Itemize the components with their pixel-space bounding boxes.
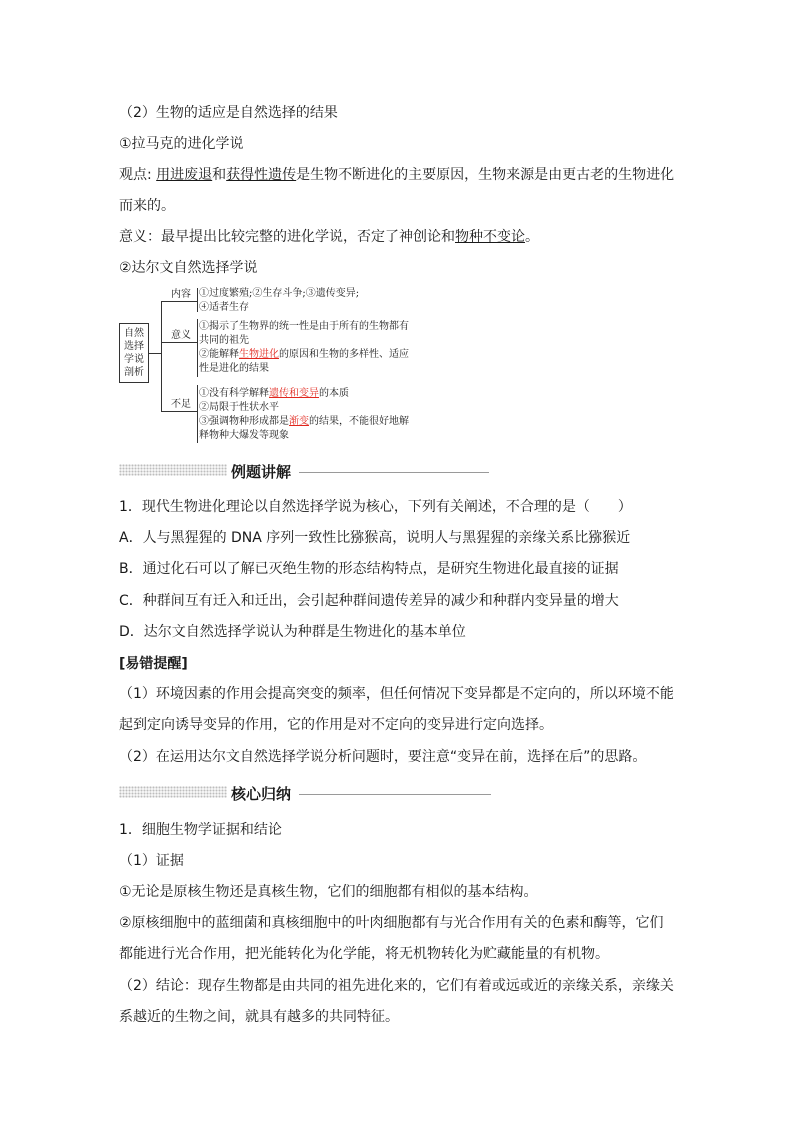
tip-1-line-1: （1）环境因素的作用会提高突变的频率，但任何情况下变异都是不定向的，所以环境不能 — [119, 686, 674, 702]
darwin-heading: ②达尔文自然选择学说 — [119, 260, 258, 276]
header-dots — [119, 786, 227, 798]
lack-line-3 — [199, 415, 409, 429]
lamarck-view-line2: 而来的。 — [119, 198, 175, 214]
lack-highlight-2: 渐变 — [289, 416, 309, 427]
option-c: C．种群间互有迁入和迁出，会引起种群间遗传差异的减少和种群内变异量的增大 — [119, 593, 619, 609]
option-a: A．人与黑猩猩的 DNA 序列一致性比猕猴高，说明人与黑猩猩的亲缘关系比猕猴近 — [119, 530, 631, 546]
header-rule — [299, 472, 489, 473]
meaning-text: 意义：最早提出比较完整的进化学说，否定了神创论和 — [119, 229, 455, 245]
lack-line-3a: ③强调物种形成都是 — [199, 416, 289, 427]
meaning-end: 。 — [525, 229, 539, 245]
lamarck-view — [119, 165, 674, 185]
meaning-line-1: ①揭示了生物界的统一性是由于所有的生物都有 — [199, 321, 409, 332]
example-section-header — [119, 461, 489, 481]
tip-2: （2）在运用达尔文自然选择学说分析问题时，要注意“变异在前，选择在后”的思路。 — [119, 749, 647, 765]
lack-line-1 — [199, 387, 349, 401]
core-item-1: 1．细胞生物学证据和结论 — [119, 822, 282, 838]
lack-line-4: 释物种大爆发等现象 — [199, 430, 289, 441]
meaning-term: 物种不变论 — [455, 229, 525, 245]
diagram-lack-label: 不足 — [171, 399, 191, 410]
meaning-line-4: 性是进化的结果 — [199, 363, 269, 374]
darwin-diagram — [119, 287, 439, 447]
question-stem: 1．现代生物进化理论以自然选择学说为核心，下列有关阐述，不合理的是（ ） — [119, 499, 632, 515]
core-section-header — [119, 783, 491, 803]
meaning-line-3a: ②能解释 — [199, 349, 239, 360]
tips-title: [易错提醒] — [119, 656, 188, 672]
view-term-acquired: 获得性遗传 — [226, 167, 297, 183]
tip-1-line-2: 起到定向诱导变异的作用，它的作用是对不定向的变异进行定向选择。 — [119, 717, 553, 733]
bracket-lack — [197, 385, 198, 443]
conclusion-line-1: （2）结论：现存生物都是由共同的祖先进化来的，它们有着或远或近的亲缘关系，亲缘关 — [119, 978, 674, 994]
content-line-1: ①过度繁殖;②生存斗争;③遗传变异; — [199, 288, 360, 299]
lack-line-2: ②局限于性状水平 — [199, 402, 279, 413]
bracket-content — [197, 288, 198, 312]
meaning-line-3 — [199, 348, 409, 362]
bracket-meaning — [197, 319, 198, 377]
lamarck-meaning — [119, 227, 539, 247]
connector-trunk — [161, 301, 162, 411]
meaning-highlight: 生物进化 — [239, 349, 279, 360]
evidence-2-line-1: ②原核细胞中的蓝细菌和真核细胞中的叶肉细胞都有与光合作用有关的色素和酶等，它们 — [119, 915, 664, 931]
option-d: D．达尔文自然选择学说认为种群是生物进化的基本单位 — [119, 624, 466, 640]
lack-line-3c: 的结果，不能很好地解 — [309, 416, 409, 427]
view-prefix: 观点: — [119, 167, 157, 183]
lack-line-1c: 的本质 — [319, 388, 349, 399]
connector-root — [149, 353, 161, 354]
lamarck-heading: ①拉马克的进化学说 — [119, 136, 244, 152]
header-dots — [119, 464, 227, 476]
view-term-use-disuse: 用进废退 — [156, 167, 213, 183]
diagram-meaning-label: 意义 — [171, 330, 191, 341]
evidence-heading: （1）证据 — [119, 853, 184, 869]
evidence-2-line-2: 都能进行光合作用，把光能转化为化学能，将无机物转化为贮藏能量的有机物。 — [119, 946, 609, 962]
example-section-title: 例题讲解 — [231, 463, 292, 481]
evidence-1: ①无论是原核生物还是真核生物，它们的细胞都有相似的基本结构。 — [119, 884, 538, 900]
meaning-line-2: 共同的祖先 — [199, 335, 249, 346]
view-rest: 是生物不断进化的主要原因，生物来源是由更古老的生物进化 — [296, 167, 675, 183]
conclusion-line-2: 系越近的生物之间，就具有越多的共同特征。 — [119, 1009, 399, 1025]
diagram-root-label: 自然选择学说剖析 — [124, 328, 144, 378]
lack-highlight-1: 遗传和变异 — [269, 388, 319, 399]
option-b: B．通过化石可以了解已灭绝生物的形态结构特点，是研究生物进化最直接的证据 — [119, 561, 619, 577]
diagram-content-label: 内容 — [171, 289, 191, 300]
diagram-root-box — [119, 323, 149, 383]
view-mid: 和 — [212, 167, 227, 183]
header-rule — [299, 794, 491, 795]
core-section-title: 核心归纳 — [231, 785, 292, 803]
section-title: （2）生物的适应是自然选择的结果 — [119, 105, 338, 121]
meaning-line-3c: 的原因和生物的多样性、适应 — [279, 349, 409, 360]
lack-line-1a: ①没有科学解释 — [199, 388, 269, 399]
content-line-2: ④适者生存 — [199, 302, 249, 313]
